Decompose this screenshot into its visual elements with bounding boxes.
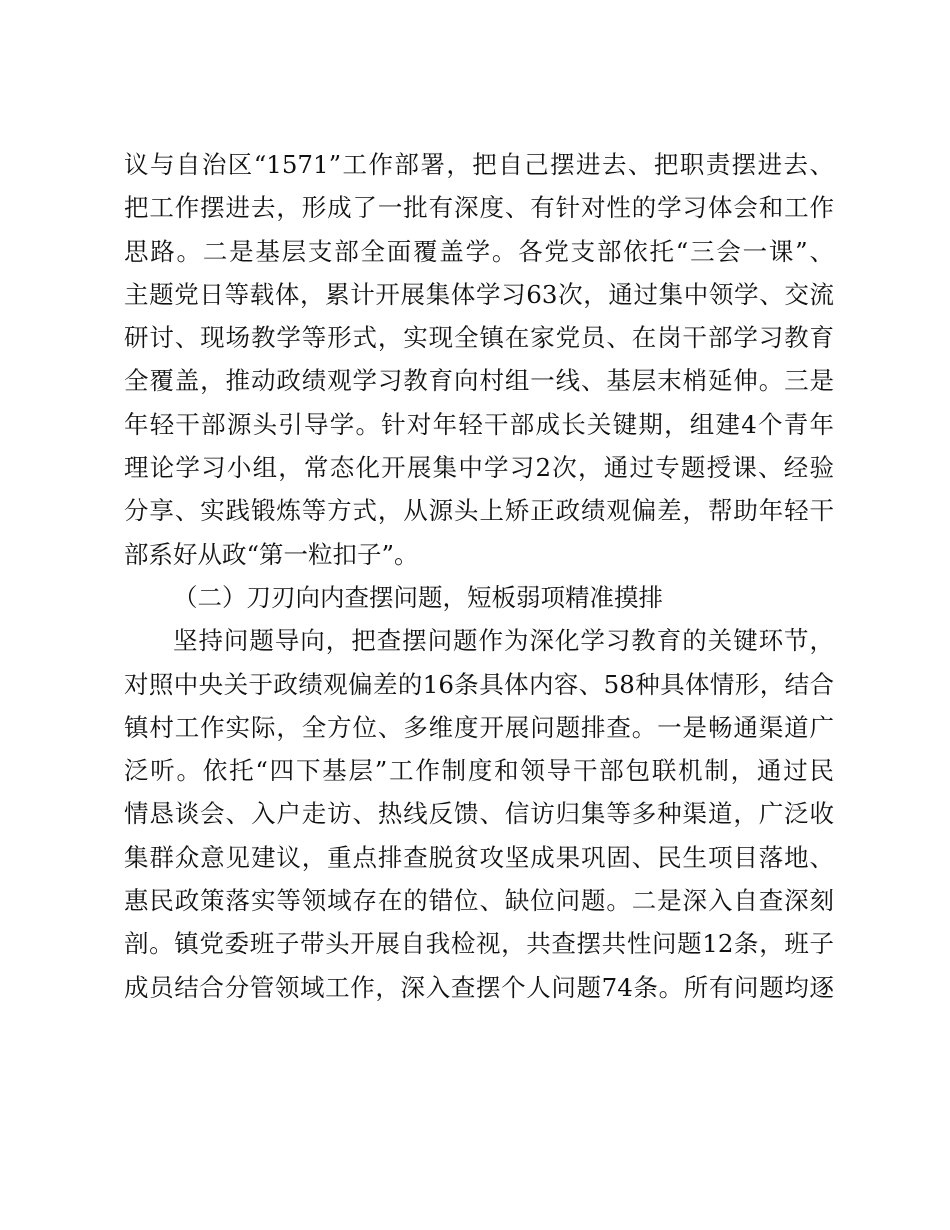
- paragraph-line: 研讨、现场教学等形式，实现全镇在家党员、在岗干部学习教育: [124, 323, 834, 353]
- paragraph-line: 分享、实践锻炼等方式，从源头上矫正政绩观偏差，帮助年轻干: [124, 496, 834, 526]
- paragraph-line: 全覆盖，推动政绩观学习教育向村组一线、基层末梢延伸。三是: [124, 366, 834, 396]
- paragraph-line: 思路。二是基层支部全面覆盖学。各党支部依托“三会一课”、: [124, 236, 834, 266]
- section-heading: （二）刀刃向内查摆问题，短板弱项精准摸排: [173, 582, 663, 612]
- paragraph-line: 惠民政策落实等领域存在的错位、缺位问题。二是深入自查深刻: [124, 886, 834, 916]
- paragraph-line: 主题党日等载体，累计开展集体学习63次，通过集中领学、交流: [124, 279, 834, 309]
- document-body: [124, 143, 834, 1009]
- paragraph-line: 理论学习小组，常态化开展集中学习2次，通过专题授课、经验: [124, 453, 834, 483]
- paragraph-line: 议与自治区“1571”工作部署，把自己摆进去、把职责摆进去、: [124, 150, 834, 179]
- paragraph-line: 成员结合分管领域工作，深入查摆个人问题74条。所有问题均逐: [124, 972, 834, 1002]
- paragraph-line: 情恳谈会、入户走访、热线反馈、信访归集等多种渠道，广泛收: [124, 799, 834, 829]
- paragraph-line: 集群众意见建议，重点排查脱贫攻坚成果巩固、民生项目落地、: [124, 842, 834, 872]
- paragraph-line: 泛听。依托“四下基层”工作制度和领导干部包联机制，通过民: [124, 756, 834, 786]
- paragraph-line: 把工作摆进去，形成了一批有深度、有针对性的学习体会和工作: [124, 193, 834, 223]
- paragraph-line: 坚持问题导向，把查摆问题作为深化学习教育的关键环节，: [173, 626, 834, 656]
- paragraph-line: 剖。镇党委班子带头开展自我检视，共查摆共性问题12条，班子: [124, 929, 834, 959]
- paragraph-line: 镇村工作实际，全方位、多维度开展问题排查。一是畅通渠道广: [124, 712, 834, 742]
- paragraph-line: 年轻干部源头引导学。针对年轻干部成长关键期，组建4个青年: [124, 409, 834, 439]
- paragraph-line: 对照中央关于政绩观偏差的16条具体内容、58种具体情形，结合: [124, 669, 834, 699]
- paragraph-line: 部系好从政“第一粒扣子”。: [124, 539, 419, 569]
